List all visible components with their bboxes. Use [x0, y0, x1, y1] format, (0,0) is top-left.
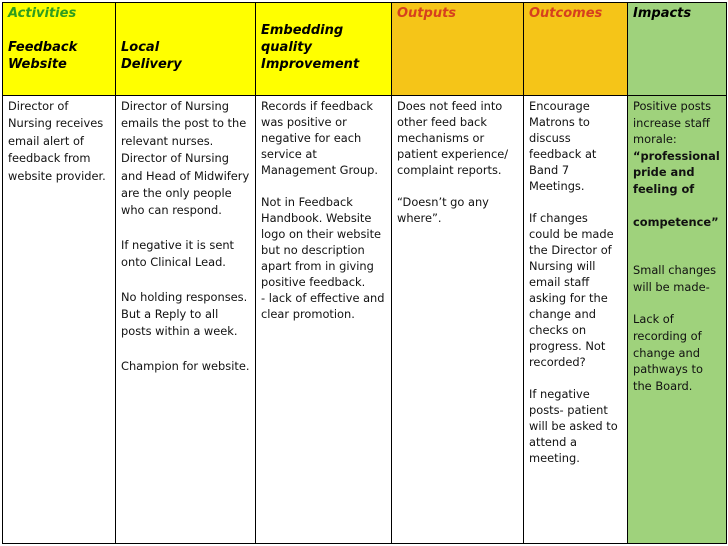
cell-activities — [3, 96, 116, 544]
local-para-4: Champion for website. — [121, 358, 250, 373]
local-para-1: Director of Nursing emails the post to the relevant nurses. Director of Nursing and Head of Midwifery are the only people who can respond. — [121, 99, 250, 218]
local-para-2: If negative it is sent onto Clinical Lead. — [121, 237, 235, 270]
header-outcomes-title: Outcomes — [529, 6, 603, 21]
outcomes-para-2: If changes could be made the Director of Nursing will email staff asking for the change and checks on progress. Not recorded? — [529, 211, 614, 369]
impacts-quote-1: “professional pride and feeling of — [633, 148, 720, 196]
outcomes-para-3: If negative posts- patient will be asked to attend a meeting. — [529, 387, 618, 465]
header-row — [3, 3, 727, 96]
header-website: Website — [8, 57, 67, 72]
header-embedding-line2: quality — [261, 40, 312, 55]
cell-outcomes — [524, 96, 628, 544]
header-embedding — [256, 3, 392, 96]
header-local: Local — [121, 40, 160, 55]
header-embedding-line1: Embedding — [261, 23, 344, 38]
cell-outputs — [392, 96, 524, 544]
header-delivery: Delivery — [121, 57, 182, 72]
header-impacts-title: Impacts — [633, 6, 692, 21]
header-outcomes — [524, 3, 628, 96]
header-activities — [3, 3, 116, 96]
header-local-delivery — [116, 3, 256, 96]
header-outputs — [392, 3, 524, 96]
local-para-3: No holding responses. But a Reply to all posts within a week. — [121, 289, 248, 339]
evaluation-table — [2, 2, 727, 544]
header-embedding-line3: Improvement — [261, 57, 360, 72]
embed-para-1: Records if feedback was positive or negative for each service at Management Group. — [261, 99, 378, 177]
header-impacts — [628, 3, 727, 96]
activities-text: Director of Nursing receives email alert of feedback from website provider. — [8, 99, 106, 183]
impacts-para-2: Small changes will be made- — [633, 263, 717, 294]
cell-local-delivery — [116, 96, 256, 544]
outcomes-para-1: Encourage Matrons to discuss feedback at Band 7 Meetings. — [529, 99, 597, 193]
outputs-para-1: Does not feed into other feed back mechanisms or patient experience/ complaint reports. — [397, 99, 509, 177]
header-outputs-title: Outputs — [397, 6, 457, 21]
outputs-para-2: “Doesn’t go any where”. — [397, 195, 489, 225]
impacts-quote-2: competence” — [633, 214, 719, 229]
impacts-para-1: Positive posts increase staff morale: — [633, 99, 712, 147]
header-feedback: Feedback — [8, 40, 78, 55]
header-activities-title: Activities — [8, 6, 77, 21]
cell-embedding — [256, 96, 392, 544]
content-row — [3, 96, 727, 544]
impacts-para-3: Lack of recording of change and pathways to the Board. — [633, 312, 703, 393]
embed-para-2: Not in Feedback Handbook. Website logo on their website but no description apart from in giving positive feedback. — [261, 195, 382, 289]
embed-para-3: - lack of effective and clear promotion. — [261, 291, 385, 321]
cell-impacts — [628, 96, 727, 544]
